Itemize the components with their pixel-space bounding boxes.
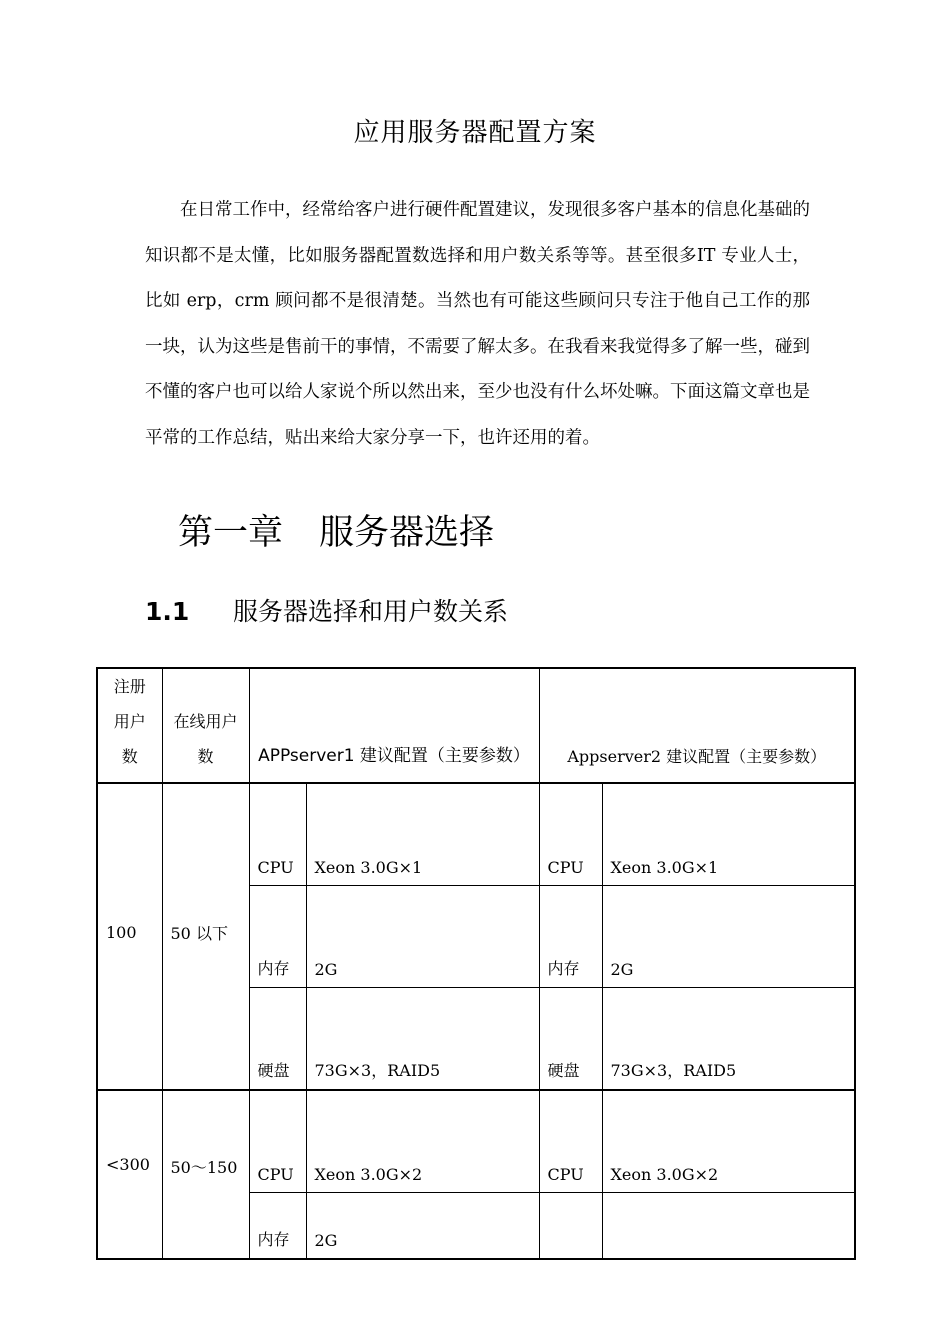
- header-registered-users: 注册用户数: [97, 668, 162, 783]
- cell-online: 50～150: [162, 1090, 249, 1259]
- chapter-number: 第一章: [178, 513, 284, 553]
- cell-param-name: CPU: [539, 783, 602, 886]
- cell-param-value: 2G: [306, 1193, 539, 1260]
- cell-param-value: 73G×3，RAID5: [306, 988, 539, 1091]
- document-title: 应用服务器配置方案: [353, 118, 597, 148]
- cell-param-name: 内存: [249, 886, 306, 988]
- cell-param-name: 硬盘: [249, 988, 306, 1091]
- cell-param-name: CPU: [249, 1090, 306, 1193]
- cell-param-value: [602, 1193, 855, 1260]
- cell-param-name: CPU: [249, 783, 306, 886]
- section-title: 服务器选择和用户数关系: [233, 597, 509, 626]
- cell-param-value: 2G: [306, 886, 539, 988]
- cell-param-value: Xeon 3.0G×2: [306, 1090, 539, 1193]
- header-appserver1: APPserver1 建议配置（主要参数）: [249, 668, 539, 783]
- table-row: [97, 783, 855, 886]
- chapter-title: 服务器选择: [319, 513, 495, 553]
- cell-param-value: Xeon 3.0G×1: [306, 783, 539, 886]
- cell-param-value: 73G×3，RAID5: [602, 988, 855, 1091]
- cell-registered: 100: [97, 783, 162, 1090]
- section-number: 1.1: [145, 597, 190, 626]
- cell-param-name: 硬盘: [539, 988, 602, 1091]
- cell-param-name: [539, 1193, 602, 1260]
- section-heading: [145, 592, 508, 628]
- cell-param-value: 2G: [602, 886, 855, 988]
- table-header-row: [97, 668, 855, 783]
- server-config-table: [96, 667, 856, 1260]
- header-online-users: 在线用户数: [162, 668, 249, 783]
- chapter-heading: [178, 505, 494, 555]
- cell-param-value: Xeon 3.0G×1: [602, 783, 855, 886]
- intro-paragraph: 在日常工作中，经常给客户进行硬件配置建议，发现很多客户基本的信息化基础的知识都不是太懂，比如服务器配置数选择和用户数关系等等。甚至很多IT 专业人士，比如 erp，crm 顾问都不是很清楚。当然也有可能这些顾问只专注于他自己工作的那一块，认为这些是售前干的事情，不需要了解太多。在我看来我觉得多了解一些，碰到不懂的客户也可以给人家说个所以然出来，至少也没有什么坏处嘛。下面这篇文章也是平常的工作总结，贴出来给大家分享一下，也许还用的着。: [145, 200, 810, 448]
- cell-registered: <300: [97, 1090, 162, 1259]
- cell-param-name: CPU: [539, 1090, 602, 1193]
- cell-param-value: Xeon 3.0G×2: [602, 1090, 855, 1193]
- cell-param-name: 内存: [539, 886, 602, 988]
- header-appserver2: Appserver2 建议配置（主要参数）: [539, 668, 855, 783]
- cell-online: 50 以下: [162, 783, 249, 1090]
- table-row: [97, 1090, 855, 1193]
- cell-param-name: 内存: [249, 1193, 306, 1260]
